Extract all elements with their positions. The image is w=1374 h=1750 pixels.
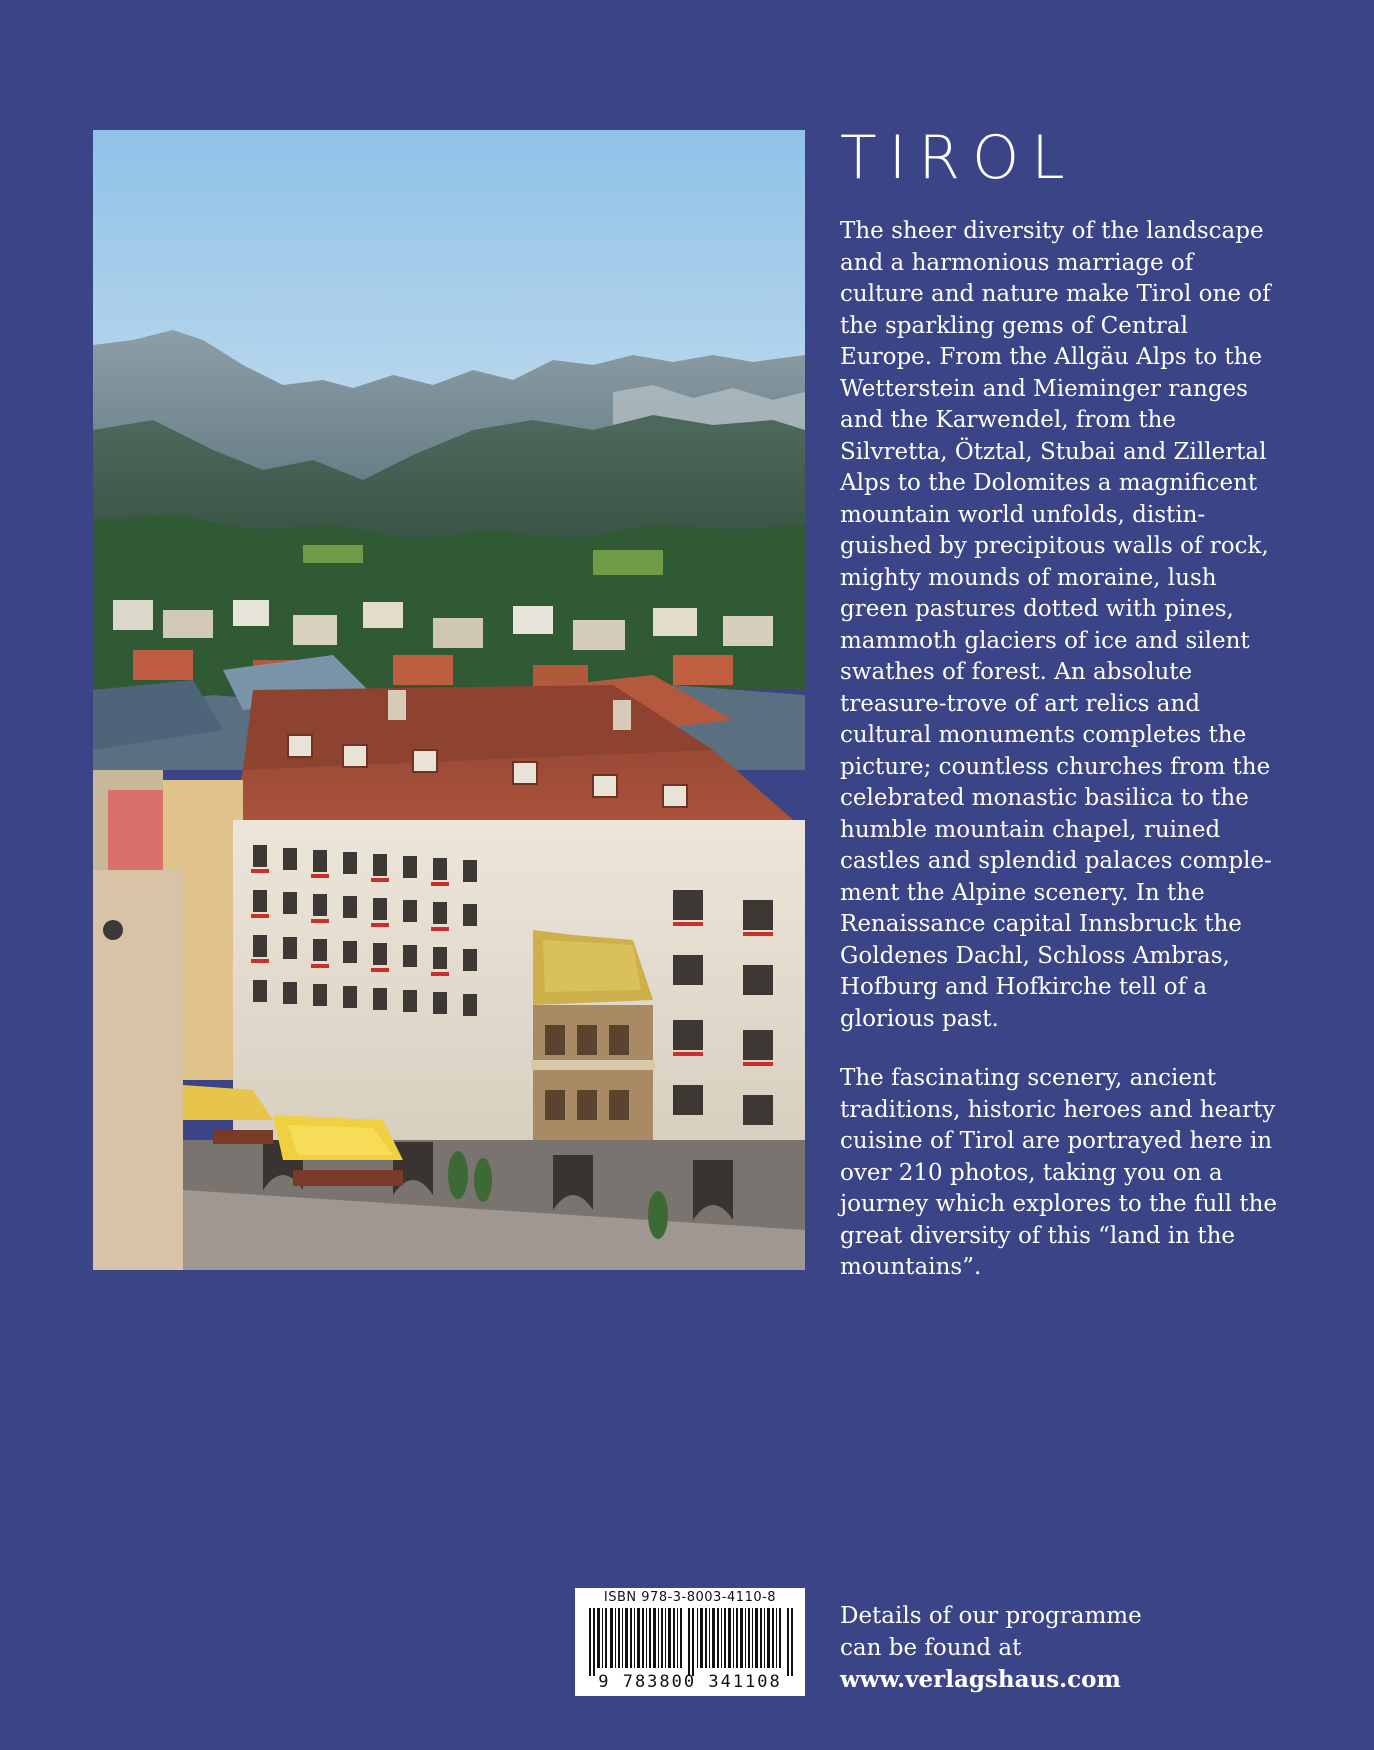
details-line-2: can be found at — [840, 1634, 1022, 1661]
barcode-digits: 9 783800 341108 — [598, 1672, 782, 1692]
isbn-label: ISBN 978-3-8003-4110-8 — [603, 1590, 777, 1605]
publisher-website-link[interactable]: www.verlagshaus.com — [840, 1666, 1121, 1693]
isbn-barcode — [575, 1588, 805, 1696]
description-paragraph-1: The sheer diversity of the landscape and a harmonious marriage of culture and nature make Tirol one of the sparkling gems of Central Europe. From the Allgäu Alps to the Wetterstein and Mieminger ranges and the Karwendel, from the Silvretta, Ötztal, Stubai and Zillertal Alps to the Dolomites a magnificent mountain world unfolds, distin-guished by precipitous walls of rock, mighty mounds of moraine, lush green pastures dotted with pines, mammoth glaciers of ice and silent swathes of forest. An absolute treasure-trove of art relics and cultural monuments completes the picture; countless churches from the celebrated monastic basilica to the humble mountain chapel, ruined castles and splendid palaces comple-ment the Alpine scenery. In the Renaissance capital Innsbruck the Goldenes Dachl, Schloss Ambras, Hofburg and Hofkirche tell of a glorious past. — [840, 218, 1272, 1032]
cover-photo — [93, 130, 805, 1270]
innsbruck-photo-illustration — [93, 130, 805, 1270]
description-paragraph-2: The fascinating scenery, ancient traditions, historic heroes and hearty cuisine of Tirol are portrayed here in over 210 photos, taking you on a journey which explores to the full the great diversity of this “land in the mountains”. — [840, 1065, 1277, 1280]
publisher-details — [840, 1601, 1280, 1697]
book-title: TIROL — [840, 123, 1077, 193]
barcode-bars-icon — [587, 1608, 797, 1676]
details-line-1: Details of our programme — [840, 1603, 1142, 1629]
